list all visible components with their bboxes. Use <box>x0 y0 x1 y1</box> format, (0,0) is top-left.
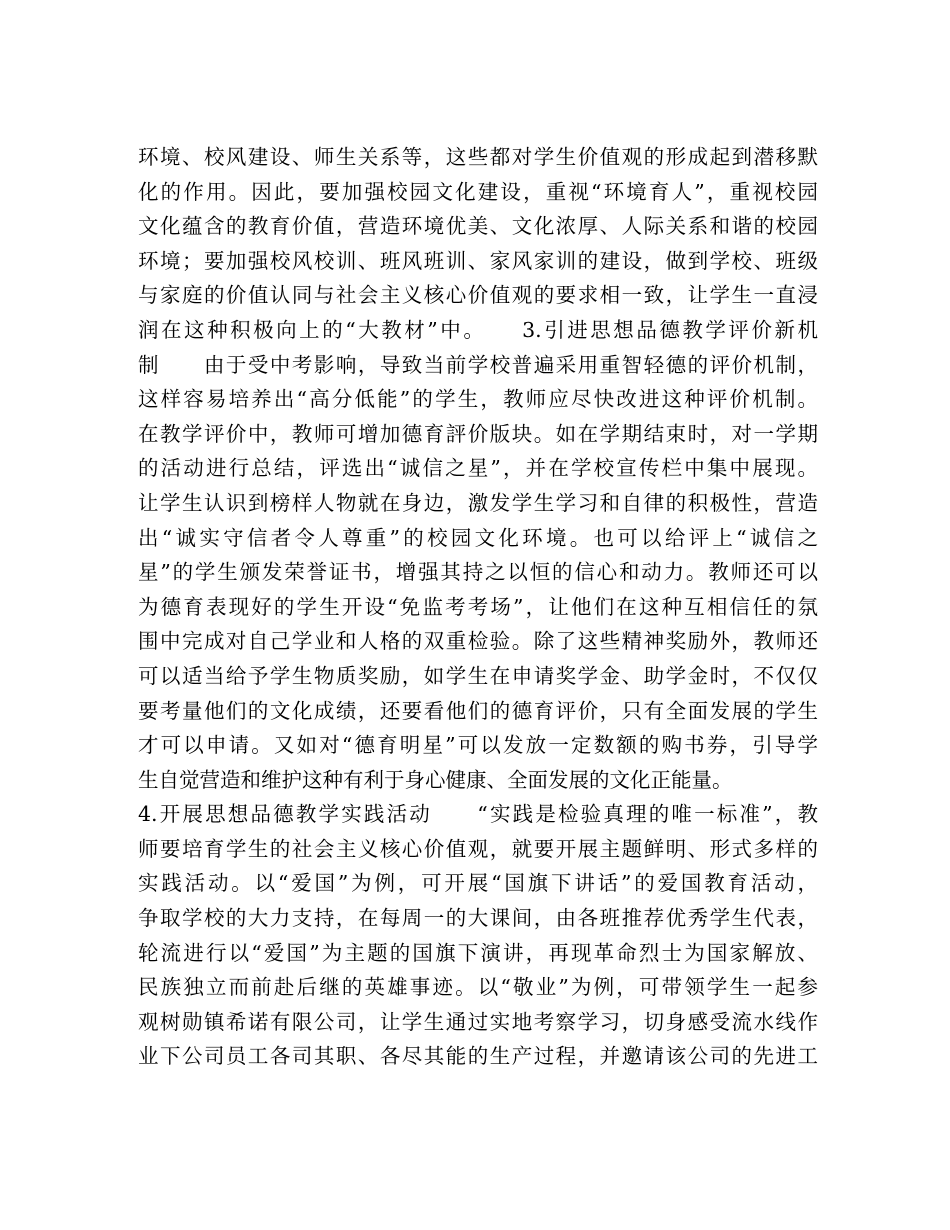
text-line: 观树勋镇希诺有限公司，让学生通过实地考察学习，切身感受流水线作 <box>138 1009 818 1034</box>
text-line: 为德育表现好的学生开设“免监考考场”，让他们在这种互相信任的氛 <box>138 594 818 619</box>
body-text <box>138 140 818 1074</box>
text-line: 在教学评价中，教师可增加德育評价版块。如在学期结束时，对一学期 <box>138 421 818 446</box>
text-line: 制 由于受中考影响，导致当前学校普遍采用重智轻德的评价机制， <box>138 352 818 377</box>
text-line: 可以适当给予学生物质奖励，如学生在申请奖学金、助学金时，不仅仅 <box>138 663 818 688</box>
text-line: 环境；要加强校风校训、班风班训、家风家训的建设，做到学校、班级 <box>138 248 818 273</box>
text-line: 与家庭的价值认同与社会主义核心价值观的要求相一致，让学生一直浸 <box>138 283 818 308</box>
text-line: 才可以申请。又如对“德育明星”可以发放一定数额的购书券，引导学 <box>138 733 818 758</box>
text-line: 民族独立而前赴后继的英雄事迹。以“敬业”为例，可带领学生一起参 <box>138 975 818 1000</box>
text-line: 让学生认识到榜样人物就在身边，激发学生学习和自律的积极性，营造 <box>138 490 818 515</box>
text-line: 出“诚实守信者令人尊重”的校园文化环境。也可以给评上“诚信之 <box>138 525 818 550</box>
text-line: 润在这种积极向上的“大教材”中。 3.引进思想品德教学评价新机 <box>138 317 818 342</box>
text-line: 要考量他们的文化成绩，还要看他们的德育评价，只有全面发展的学生 <box>138 698 818 723</box>
text-line: 的活动进行总结，评选出“诚信之星”，并在学校宣传栏中集中展现。 <box>138 456 818 481</box>
text-line: 业下公司员工各司其职、各尽其能的生产过程，并邀请该公司的先进工 <box>138 1044 818 1069</box>
text-line: 生自觉营造和维护这种有利于身心健康、全面发展的文化正能量。 <box>138 767 733 792</box>
text-line: 实践活动。以“爱国”为例，可开展“国旗下讲话”的爱国教育活动， <box>138 871 818 896</box>
text-line: 化的作用。因此，要加强校园文化建设，重视“环境育人”，重视校园 <box>138 179 818 204</box>
text-line: 星”的学生颁发荣誉证书，增强其持之以恒的信心和动力。教师还可以 <box>138 560 818 585</box>
text-line: 争取学校的大力支持，在每周一的大课间，由各班推荐优秀学生代表， <box>138 906 818 931</box>
text-line: 围中完成对自己学业和人格的双重检验。除了这些精神奖励外，教师还 <box>138 629 818 654</box>
text-line: 4.开展思想品德教学实践活动 “实践是检验真理的唯一标准”，教 <box>138 802 818 827</box>
text-line: 这样容易培养出“高分低能”的学生，教师应尽快改进这种评价机制。 <box>138 387 818 412</box>
text-line: 轮流进行以“爱国”为主题的国旗下演讲，再现革命烈士为国家解放、 <box>138 940 818 965</box>
text-line: 环境、校风建设、师生关系等，这些都对学生价值观的形成起到潜移默 <box>138 145 818 169</box>
text-line: 师要培育学生的社会主义核心价值观，就要开展主题鲜明、形式多样的 <box>138 836 818 861</box>
text-line: 文化蕴含的教育价值，营造环境优美、文化浓厚、人际关系和谐的校园 <box>138 214 818 239</box>
